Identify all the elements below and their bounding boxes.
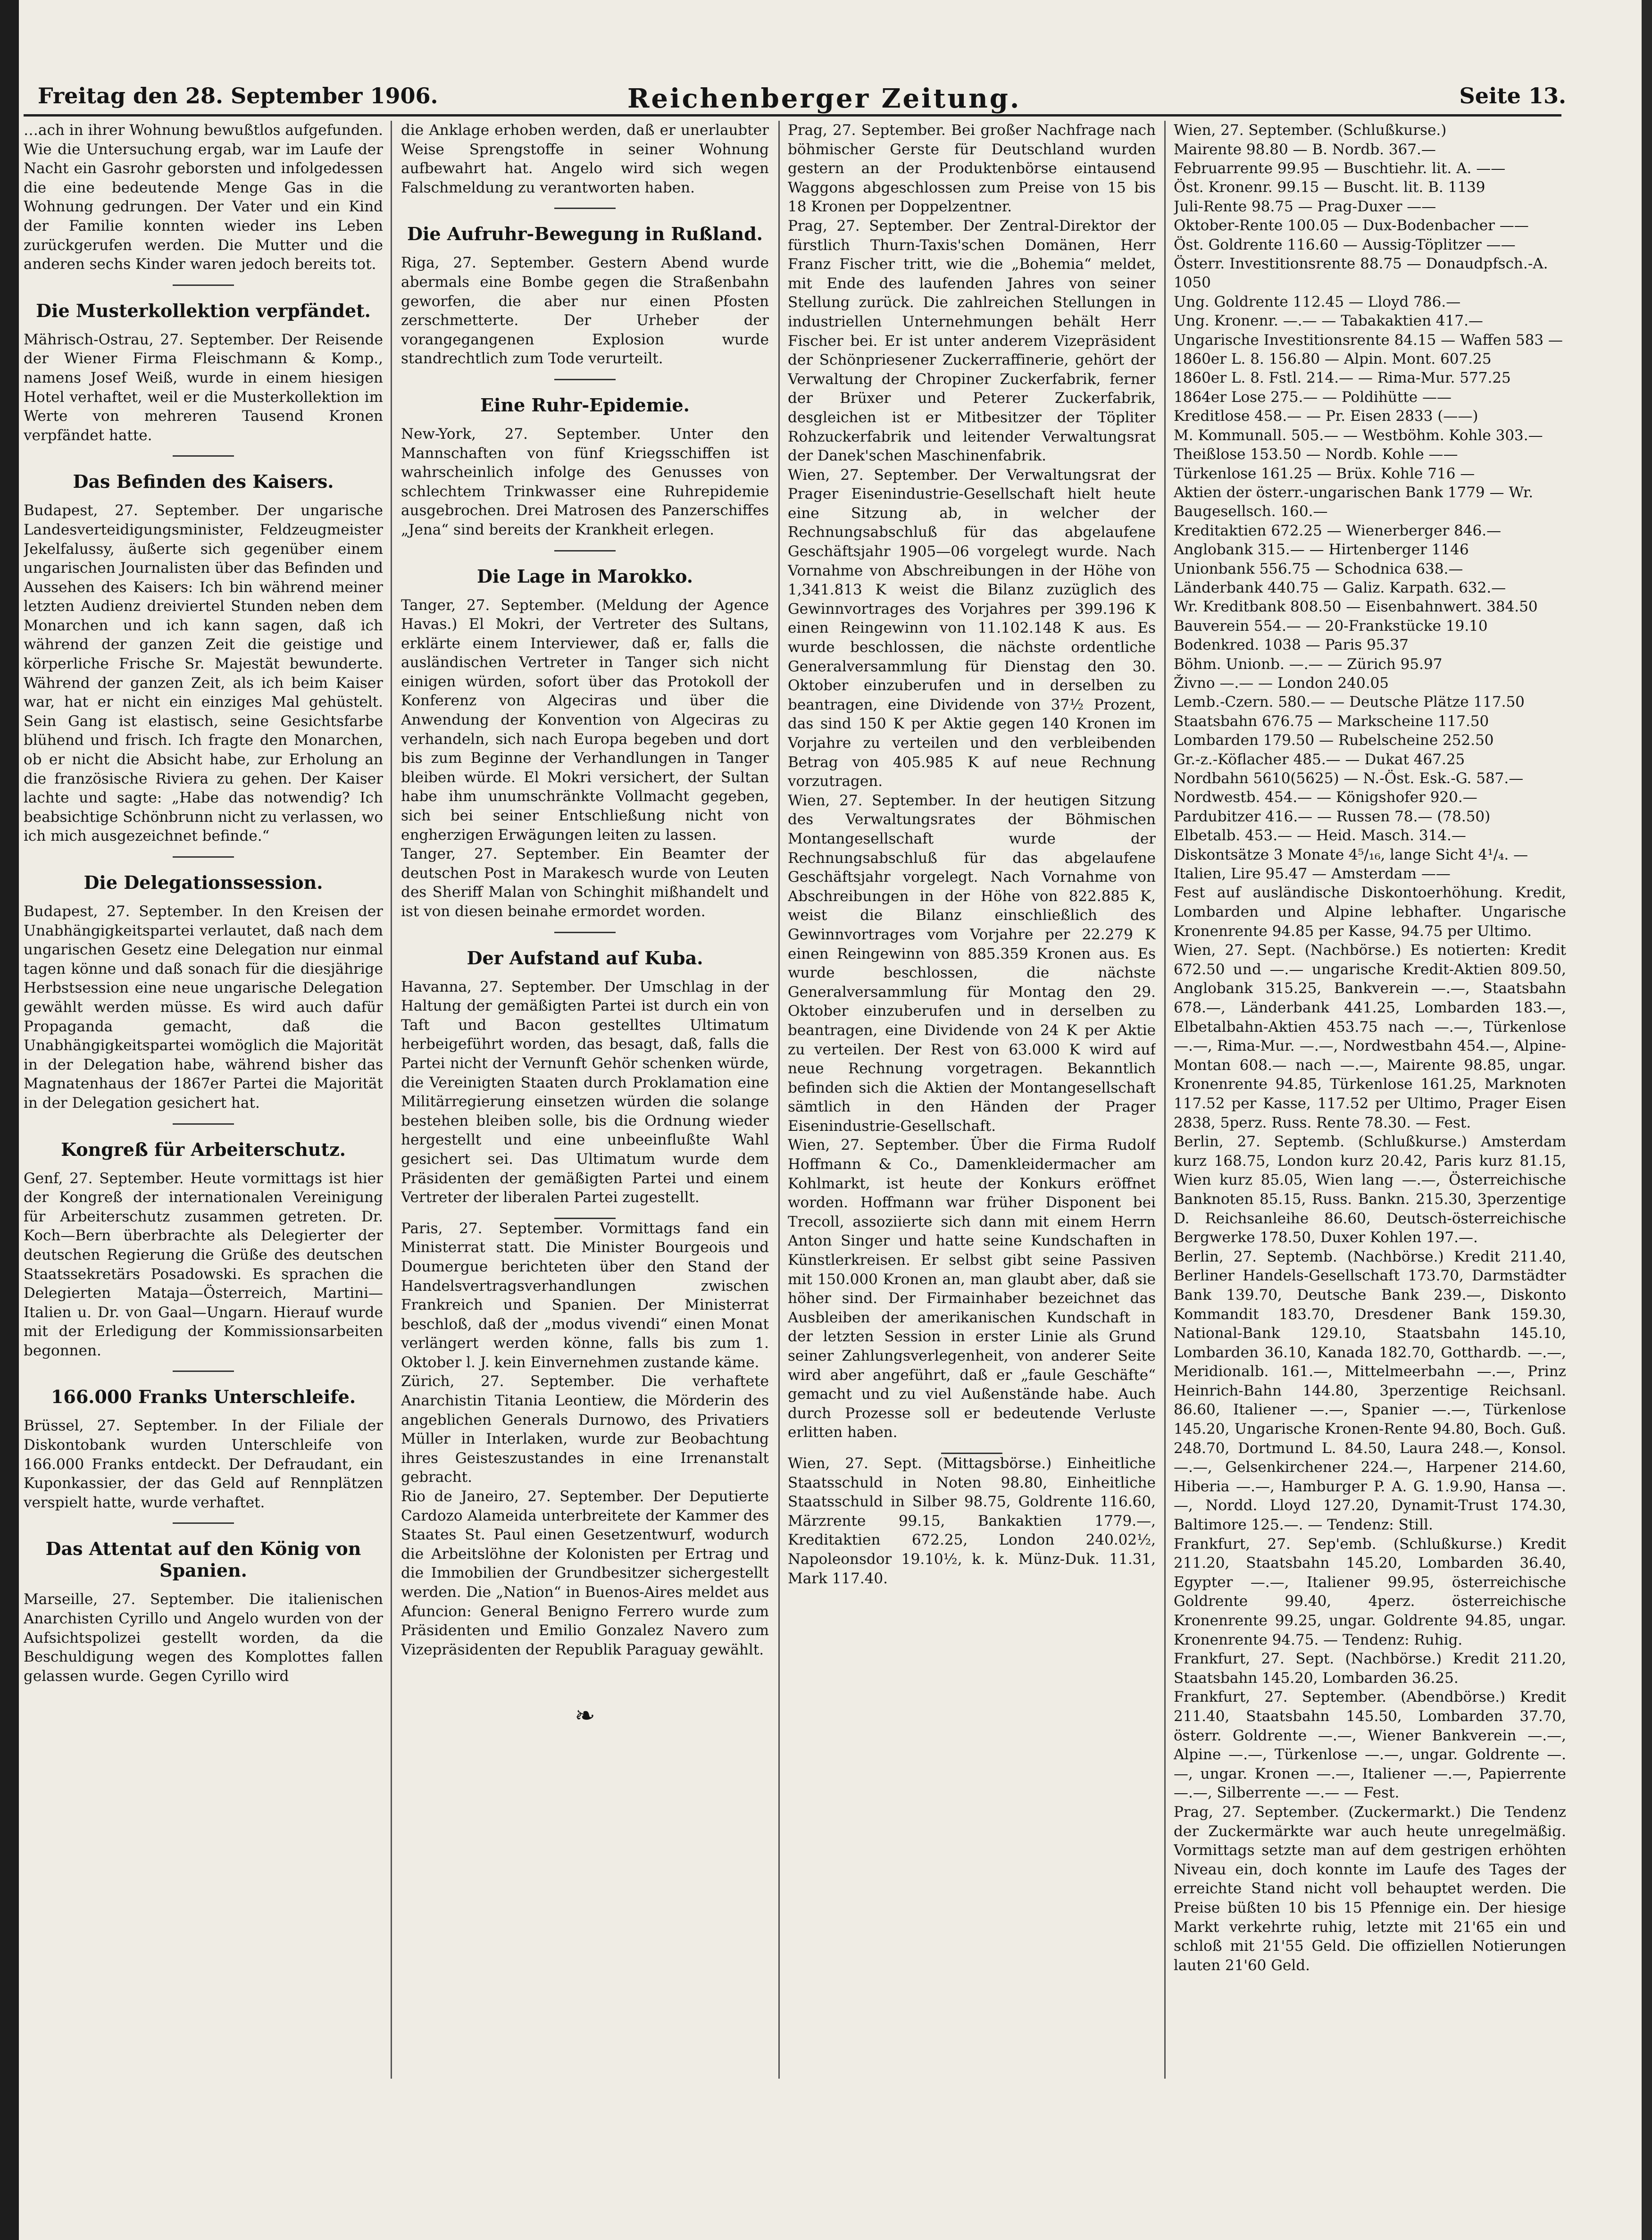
article-wien-konkurs: Wien, 27. September. Über die Firma Rudolf Hoffmann & Co., Damenkleidermacher am Kohlmarkt, ist heute der Konkurs eröffnet worden. Hoffmann war früher Disponent bei Trecoll, assoziierte sich dann mit einem Herrn Anton Singer und hatte seine Kundschaften in Künstlerkreisen. Er selbst gibt seine Passiven mit 150.000 Kronen an, man glaubt aber, daß sie höher sind. Der Firmainhaber bezeichnet das Ausbleiben der amerikanischen Kundschaft in der letzten Session in erster Linie als Grund seiner Zahlungsverlegenheit, von anderer Seite wird aber angeführt, daß er „faule Geschäfte“ gemacht und zu viel Außenstände habe. Auch durch Prozesse soll er bedeutende Verluste erlitten haben. <box>788 1137 1156 1441</box>
report-frankfurt-abend: Frankfurt, 27. September. (Abendbörse.) Kredit 211.40, Staatsbahn 145.50, Lombarden 37.70, österr. Goldrente —.—, Wiener Bankverein —.—, Alpine —.—, Türkenlose —.—, ungar. Goldrente —.—, ungar. Kronen —.—, Italiener —.—, Papierrente —.—, Silberrente —.— — Fest. <box>1174 1688 1566 1802</box>
article-prag-fischer: Prag, 27. September. Der Zentral-Direktor der fürstlich Thurn-Taxis'schen Domänen, Herr Franz Fischer tritt, wie die „Bohemia“ meldet, mit Ende des laufenden Jahres von seiner Stellung zurück. Die zahlreichen Stellungen in industriellen Unternehmungen behält Herr Fischer bei. Er ist unter anderem Vizepräsident der Schönpriesener Zuckerraffinerie, gehört der Verwaltung der Chropiner Zuckerfabrik, ferner der Brüxer und Peterer Zuckerfabrik, desgleichen ist er Mitbesitzer der Töpliter Rohzuckerfabrik und leitender Verwaltungsrat der Danek'schen Maschinenfabrik. <box>788 217 1156 465</box>
kurs-line: Österr. Investitionsrente 88.75 — Donaudpfsch.-A. 1050 <box>1174 255 1548 292</box>
article-paris: Paris, 27. September. Vormittags fand ein Ministerrat statt. Die Minister Bourgeois und Doumergue berichteten über den Stand der Handelsvertragsverhandlungen zwischen Frankreich und Spanien. Der Ministerrat beschloß, daß der „modus vivendi“ einen Monat verlängert werden könne, falls bis zum 1. Oktober l. J. kein Einvernehmen zustande käme. <box>401 1220 769 1371</box>
headline-ruhr: Eine Ruhr-Epidemie. <box>480 394 690 416</box>
kurs-line: Lemb.-Czern. 580.— — Deutsche Plätze 117.50 <box>1174 694 1525 711</box>
column-2 <box>401 121 769 2215</box>
kurs-line: Theißlose 153.50 — Nordb. Kohle —— <box>1174 446 1458 463</box>
report-nachboerse: Wien, 27. Sept. (Nachbörse.) Es notierten: Kredit 672.50 und —.— ungarische Kredit-Aktien 809.50, Anglobank 315.25, Bankverein —.—, Staatsbahn 678.—, Länderbank 441.25, Lombarden 183.—, Elbetalbahn-Aktien 453.75 nach —.—, Türkenlose —.—, Rima-Mur. —.—, Nordwestbahn 454.—, Alpine-Montan 608.— nach —.—, Mairente 98.85, ungar. Kronenrente 94.85, Türkenlose 161.25, Marknoten 117.52 per Kasse, 117.52 per Ultimo, Prager Eisen 2838, 5perz. Russ. Rente 78.30. — Fest. <box>1174 942 1566 1131</box>
kurs-line: Živno —.— — London 240.05 <box>1174 674 1389 692</box>
report-prag-zucker: Prag, 27. September. (Zuckermarkt.) Die Tendenz der Zuckermärkte war auch heute unregelmäßig. Vormittags setzte man auf dem gestrigen erhöhten Niveau ein, doch konnte im Laufe des Tages der erreichte Stand nicht voll behauptet werden. Die Preise büßten 10 bis 15 Pfennige ein. Der hiesige Markt verkehrte ruhig, letzte mit 21'65 ein und schloß mit 21'55 Geld. Die offiziellen Notierungen lauten 21'60 Geld. <box>1174 1803 1566 1974</box>
kurs-line: Türkenlose 161.25 — Brüx. Kohle 716 — <box>1174 465 1475 482</box>
kurs-line: Staatsbahn 676.75 — Markscheine 117.50 <box>1174 712 1489 730</box>
column-end-ornament: ❧ <box>575 1702 595 1730</box>
issue-date: Freitag den 28. September 1906. <box>38 83 438 109</box>
kurs-line: Kreditlose 458.— — Pr. Eisen 2833 (——) <box>1174 408 1478 425</box>
scan-edge-left <box>0 0 19 2240</box>
header-rule <box>24 114 1561 117</box>
column-divider <box>1164 121 1166 2079</box>
article-continuation: …ach in ihrer Wohnung bewußtlos aufgefunden. Wie die Untersuchung ergab, war im Laufe der Nacht ein Gasrohr geborsten und infolgedessen die eine bedeutende Menge Gas in die Wohnung gedrungen. Der Vater und ein Kind der Familie konnten wieder ins Leben zurückgerufen werden. Die Mutter und die anderen sechs Kinder waren jedoch bereits tot. <box>24 122 383 273</box>
report-frankfurt-nach: Frankfurt, 27. Sept. (Nachbörse.) Kredit 211.20, Staatsbahn 145.20, Lombarden 36.25. <box>1174 1650 1566 1687</box>
kurs-line: Diskontsätze 3 Monate 4⁵/₁₆, lange Sicht 4¹/₄. — Italien, Lire 95.47 — Amsterdam —— <box>1174 846 1528 883</box>
headline-aufruhr: Die Aufruhr-Bewegung in Rußland. <box>407 223 763 245</box>
article-separator <box>173 856 234 858</box>
kurs-line: Bauverein 554.— — 20-Frankstücke 19.10 <box>1174 617 1488 635</box>
kurs-line: Ung. Kronenr. —.— — Tabakaktien 417.— <box>1174 312 1483 330</box>
schlusskurse-summary: Fest auf ausländische Diskontoerhöhung. Kredit, Lombarden und Alpine lebhafter. Ungarische Kronenrente 94.85 per Kasse, 94.75 per Ultimo. <box>1174 884 1566 940</box>
scan-edge-right <box>1642 0 1652 2240</box>
article-kaiser: Budapest, 27. September. Der ungarische Landesverteidigungsminister, Feldzeugmeister Jekelfalussy, äußerte sich gegenüber einem ungarischen Journalisten über das Befinden und Aussehen des Kaisers: Ich bin während meiner letzten Audienz dreiviertel Stunden neben dem Monarchen und ich kann sagen, daß ich während der ganzen Zeit die geistige und körperliche Frische Sr. Majestät bewunderte. Während der ganzen Zeit, als ich beim Kaiser war, hat er nicht ein einziges Mal gehüstelt. Sein Gang ist elastisch, seine Gesichtsfarbe blühend und frisch. Ich fragte den Monarchen, ob er nicht die Absicht habe, zur Erholung an die französische Riviera zu gehen. Der Kaiser lachte und sagte: „Habe das notwendig? Ich beabsichtige Schönbrunn nicht zu verlassen, wo ich mich ausgezeichnet befinde.“ <box>24 502 383 845</box>
headline-marokko: Die Lage in Marokko. <box>476 565 693 587</box>
kurs-line: 1864er Lose 275.— — Poldihütte —— <box>1174 388 1452 406</box>
article-separator <box>554 932 616 933</box>
kurs-line: Öst. Goldrente 116.60 — Aussig-Töplitzer —— <box>1174 236 1516 253</box>
article-aufruhr: Riga, 27. September. Gestern Abend wurde abermals eine Bombe gegen die Straßenbahn geworfen, die aber nur einen Pfosten zerschmetterte. Der Urheber der vorangegangenen Explosion wurde standrechtlich zum Tode verurteilt. <box>401 254 769 368</box>
article-marokko-1: Tanger, 27. September. (Meldung der Agence Havas.) El Mokri, der Vertreter des Sultans, erklärte einem Interviewer, daß er, falls die ausländischen Vertreter in Tanger sich nicht einigen würden, sofort über das Protokoll der Konferenz von Algeciras und über die Anwendung der Konvention von Algeciras zu verhandeln, sich nach Europa begeben und dort bis zum Beginne der Verhandlungen in Tanger bleiben würde. El Mokri versichert, der Sultan habe ihm unumschränkte Vollmacht gegeben, sich bei seiner Entschließung nicht von engherzigen Erwägungen leiten zu lassen. <box>401 596 769 844</box>
kurs-line: Mairente 98.80 — B. Nordb. 367.— <box>1174 141 1436 158</box>
article-attentat: Marseille, 27. September. Die italienischen Anarchisten Cyrillo und Angelo wurden von der Aufsichtspolizei gestellt worden, da die Beschuldigung wegen des Komplottes fallen gelassen wurde. Gegen Cyrillo wird <box>24 1591 383 1685</box>
article-wien-montan: Wien, 27. September. In der heutigen Sitzung des Verwaltungsrates der Böhmischen Montangesellschaft wurde der Rechnungsabschluß für das abgelaufene Geschäftsjahr vorgelegt. Nach Vornahme von Abschreibungen in der Höhe von 822.885 K, weist die Bilanz einschließlich des Gewinnvortrages vom Vorjahre per 22.279 K einen Reingewinn von 885.359 Kronen aus. Es wurde beschlossen, die nächste Generalversammlung für Montag den 29. Oktober einzuberufen und in derselben zu beantragen, eine Dividende von 24 K per Aktie zu verteilen. Der Rest von 63.000 K wird auf neue Rechnung vorgetragen. Bekanntlich befinden sich die Aktien der Montangesellschaft sämtlich in den Händen der Prager Eisenindustrie-Gesellschaft. <box>788 792 1156 1135</box>
kurs-line: Böhm. Unionb. —.— — Zürich 95.97 <box>1174 655 1443 673</box>
report-berlin-schluss: Berlin, 27. Septemb. (Schlußkurse.) Amsterdam kurz 168.75, London kurz 20.42, Paris kurz 81.15, Wien kurz 85.05, Wien lang —.—, Österreichische Banknoten 85.15, Russ. Bankn. 215.30, 3perzentige D. Reichsanleihe 86.60, Deutsch-österreichische Bergwerke 178.50, Duxer Kohlen 197.—. <box>1174 1133 1566 1246</box>
kurs-line: Elbetalb. 453.— — Heid. Masch. 314.— <box>1174 827 1466 844</box>
article-separator <box>554 550 616 552</box>
article-mittagsboerse: Wien, 27. Sept. (Mittagsbörse.) Einheitliche Staatsschuld in Noten 98.80, Einheitliche Staatsschuld in Silber 98.75, Goldrente 116.60, Märzrente 99.15, Bankaktien 1779.—, Kreditaktien 672.25, London 240.02½, Napoleonsdor 19.10½, k. k. Münz-Duk. 11.31, Mark 117.40. <box>788 1454 1156 1587</box>
kurs-line: Oktober-Rente 100.05 — Dux-Bodenbacher —— <box>1174 217 1529 234</box>
newspaper-title: Reichenberger Zeitung. <box>627 83 1021 114</box>
headline-kuba: Der Aufstand auf Kuba. <box>467 947 703 969</box>
schlusskurse-title: Wien, 27. September. (Schlußkurse.) <box>1174 122 1447 139</box>
article-separator <box>554 208 616 209</box>
kurs-line: Unionbank 556.75 — Schodnica 638.— <box>1174 560 1463 577</box>
kurs-line: Februarrente 99.95 — Buschtiehr. lit. A. —— <box>1174 160 1506 177</box>
kurs-line: Wr. Kreditbank 808.50 — Eisenbahnwert. 384.50 <box>1174 598 1538 616</box>
kurs-line: Kreditaktien 672.25 — Wienerberger 846.— <box>1174 522 1502 539</box>
report-berlin-nach: Berlin, 27. Septemb. (Nachbörse.) Kredit 211.40, Berliner Handels-Gesellschaft 173.70, Darmstädter Bank 139.70, Deutsche Bank 239.—, Diskonto Kommandit 183.70, Dresdener Bank 159.30, National-Bank 129.10, Staatsbahn 145.10, Lombarden 36.10, Kanada 182.70, Gotthardb. —.—, Meridionalb. 161.—, Mittelmeerbahn —.—, Prinz Heinrich-Bahn 144.80, 3perzentige Reichsanl. 86.60, Italiener —.—, Spanier —.—, Türkenlose 145.20, Ungarische Kronen-Rente 94.80, Boch. Guß. 248.70, Dortmund L. 84.50, Laura 248.—, Konsol. —.—, Gelsenkirchener 224.—, Harpener 214.60, Hiberia —.—, Hamburger P. A. G. 1.9.90, Hansa —.—, Nordd. Lloyd 127.20, Dynamit-Trust 174.30, Baltimore 125.—. — Tendenz: Still. <box>1174 1248 1566 1534</box>
report-frankfurt-schluss: Frankfurt, 27. Sep'emb. (Schlußkurse.) Kredit 211.20, Staatsbahn 145.20, Lombarden 36.40, Egypter —.—, Italiener 99.95, österreichische Goldrente 99.40, 4perz. österreichische Kronenrente 99.25, ungar. Goldrente 94.85, ungar. Kronenrente 94.75. — Tendenz: Ruhig. <box>1174 1535 1566 1648</box>
article-wien-eisenindustrie: Wien, 27. September. Der Verwaltungsrat der Prager Eisenindustrie-Gesellschaft hielt heute eine Sitzung ab, in welcher der Rechnungsabschluß für das abgelaufene Geschäftsjahr 1905—06 vorgelegt wurde. Nach Vornahme von Abschreibungen in der Höhe von 1,341.813 K weist die Bilanz zuzüglich des Gewinnvortrages des Vorjahres per 399.196 K einen Reingewinn von 11.102.148 K aus. Es wurde beschlossen, die nächste ordentliche Generalversammlung für Dienstag den 30. Oktober einzuberufen und in derselben zu beantragen, eine Dividende von 37½ Prozent, das sind 150 K per Aktie gegen 140 Kronen im Vorjahre zu verteilen und den verbleibenden Betrag von 405.985 K auf neue Rechnung vorzutragen. <box>788 466 1156 790</box>
article-marokko-2: Tanger, 27. September. Ein Beamter der deutschen Post in Marakesch wurde von Leuten des Sheriff Malan von Schinghit mißhandelt und ist von diesen beinahe ermordet worden. <box>401 845 769 920</box>
article-separator <box>173 1371 234 1372</box>
kurs-line: Anglobank 315.— — Hirtenberger 1146 <box>1174 541 1469 559</box>
article-separator <box>554 379 616 380</box>
article-separator <box>173 455 234 457</box>
article-ruhr: New-York, 27. September. Unter den Mannschaften von fünf Kriegsschiffen ist wahrscheinlich infolge des Genusses von schlechtem Trinkwasser eine Ruhrepidemie ausgebrochen. Drei Matrosen des Panzerschiffes „Jena“ sind bereits der Krankheit erlegen. <box>401 425 769 538</box>
column-divider <box>778 121 780 2079</box>
column-divider <box>391 121 392 2079</box>
headline-franks: 166.000 Franks Unterschleife. <box>50 1386 356 1408</box>
kurs-line: Länderbank 440.75 — Galiz. Karpath. 632.— <box>1174 579 1506 596</box>
article-musterkollektion: Mährisch-Ostrau, 27. September. Der Reisende der Wiener Firma Fleischmann & Komp., namens Josef Weiß, wurde in einem hiesigen Hotel verhaftet, weil er die Musterkollektion im Werte von mehreren Tausend Kronen verpfändet hatte. <box>24 331 383 444</box>
column-3 <box>788 121 1156 2215</box>
kurs-line: Juli-Rente 98.75 — Prag-Duxer —— <box>1174 198 1436 215</box>
headline-delegation: Die Delegationssession. <box>83 872 323 893</box>
kurs-line: 1860er L. 8. 156.80 — Alpin. Mont. 607.25 <box>1174 351 1492 368</box>
kurs-line: Aktien der österr.-ungarischen Bank 1779 — Wr. Baugesellsch. 160.— <box>1174 484 1534 520</box>
kurs-line: Öst. Kronenr. 99.15 — Buscht. lit. B. 1139 <box>1174 179 1485 196</box>
kurs-line: 1860er L. 8. Fstl. 214.— — Rima-Mur. 577.25 <box>1174 369 1511 387</box>
page-number: Seite 13. <box>1459 83 1566 109</box>
headline-musterkollektion: Die Musterkollektion verpfändet. <box>36 300 371 321</box>
kurs-line: Nordwestb. 454.— — Königshofer 920.— <box>1174 789 1477 806</box>
article-franks: Brüssel, 27. September. In der Filiale der Diskontobank wurden Unterschleife von 166.000 Franks entdeckt. Der Defraudant, ein Kuponkassier, der das Geld auf Rennplätzen verspielt hatte, wurde verhaftet. <box>24 1417 383 1511</box>
headline-attentat: Das Attentat auf den König von Spanien. <box>45 1538 361 1581</box>
kurs-line: Nordbahn 5610(5625) — N.-Öst. Esk.-G. 587.— <box>1174 770 1524 787</box>
kurs-line: Lombarden 179.50 — Rubelscheine 252.50 <box>1174 732 1494 749</box>
article-separator <box>173 1522 234 1524</box>
kurs-line: Ung. Goldrente 112.45 — Lloyd 786.— <box>1174 293 1461 310</box>
article-kongress: Genf, 27. September. Heute vormittags ist hier der Kongreß der internationalen Vereinigung für Arbeiterschutz zusammen getreten. Dr. Koch—Bern überbrachte als Delegierter der deutschen Regierung die Grüße des deutschen Staatssekretärs Posadowski. Es sprachen die Delegierten Mataja—Österreich, Martini—Italien u. Dr. von Gaal—Ungarn. Hierauf wurde mit der Erledigung der Kommissionsarbeiten begonnen. <box>24 1170 383 1359</box>
column-1 <box>24 121 383 2215</box>
column-4 <box>1174 121 1566 2215</box>
article-delegation: Budapest, 27. September. In den Kreisen der Unabhängigkeitspartei verlautet, daß nach dem ungarischen Gesetz eine Delegation nur einmal tagen könne und daß sonach für die diesjährige Herbstsession eine neue ungarische Delegation gewählt werden müsse. Es wird auch dafür Propaganda gemacht, daß die Unabhängigkeitspartei womöglich die Majorität in der Delegation habe, während bisher das Magnatenhaus der 1867er Partei die Majorität in der Delegation gesichert hat. <box>24 903 383 1112</box>
article-separator <box>173 1123 234 1125</box>
article-separator <box>173 284 234 286</box>
kurs-line: Pardubitzer 416.— — Russen 78.— (78.50) <box>1174 808 1491 825</box>
headline-kongress: Kongreß für Arbeiterschutz. <box>61 1138 346 1160</box>
article-prag-gerste: Prag, 27. September. Bei großer Nachfrage nach böhmischer Gerste für Deutschland wurden gestern an der Produktenbörse eintausend Waggons abgeschlossen zum Preise von 15 bis 18 Kronen per Doppelzentner. <box>788 122 1156 216</box>
article-kuba: Havanna, 27. September. Der Umschlag in der Haltung der gemäßigten Partei ist durch ein von Taft und Bacon gestelltes Ultimatum herbeigeführt worden, das besagt, daß, falls die Partei nicht der Vernunft Gehör schenken würde, die Vereinigten Staaten durch Proklamation eine Militärregierung einsetzen würden die solange bestehen bleiben solle, bis die Ordnung wieder hergestellt und eine unbeeinflußte Wahl gesichert sei. Das Ultimatum wurde dem Präsidenten der gemäßigten Partei und einem Vertreter der liberalen Partei zugestellt. <box>401 978 769 1206</box>
kurs-line: Ungarische Investitionsrente 84.15 — Waffen 583 — <box>1174 331 1563 349</box>
article-zuerich: Zürich, 27. September. Die verhaftete Anarchistin Titania Leontiew, die Mörderin des angeblichen Generals Durnowo, des Privatiers Müller in Interlaken, wurde zur Beobachtung ihres Geisteszustandes in eine Irrenanstalt gebracht. <box>401 1373 769 1486</box>
kurs-line: Gr.-z.-Köflacher 485.— — Dukat 467.25 <box>1174 751 1465 768</box>
article-rio: Rio de Janeiro, 27. September. Der Deputierte Cardozo Alameida unterbreitete der Kammer des Staates St. Paul einen Gesetzentwurf, wodurch die Arbeitslöhne der Kolonisten per Ertrag und die Immobilien der Grundbesitzer sichergestellt werden. Die „Nation“ in Buenos-Aires meldet aus Afuncion: General Benigno Ferrero wurde zum Präsidenten und Emilio Gonzalez Navero zum Vizepräsidenten der Republik Paraguay gewählt. <box>401 1488 769 1658</box>
kurs-line: Bodenkred. 1038 — Paris 95.37 <box>1174 636 1409 654</box>
kurs-line: M. Kommunall. 505.— — Westböhm. Kohle 303.— <box>1174 426 1543 444</box>
article-continuation: die Anklage erhoben werden, daß er unerlaubter Weise Sprengstoffe in seiner Wohnung aufbewahrt hat. Angelo wird sich wegen Falschmeldung zu verantworten haben. <box>401 122 769 196</box>
headline-kaiser: Das Befinden des Kaisers. <box>73 471 334 493</box>
